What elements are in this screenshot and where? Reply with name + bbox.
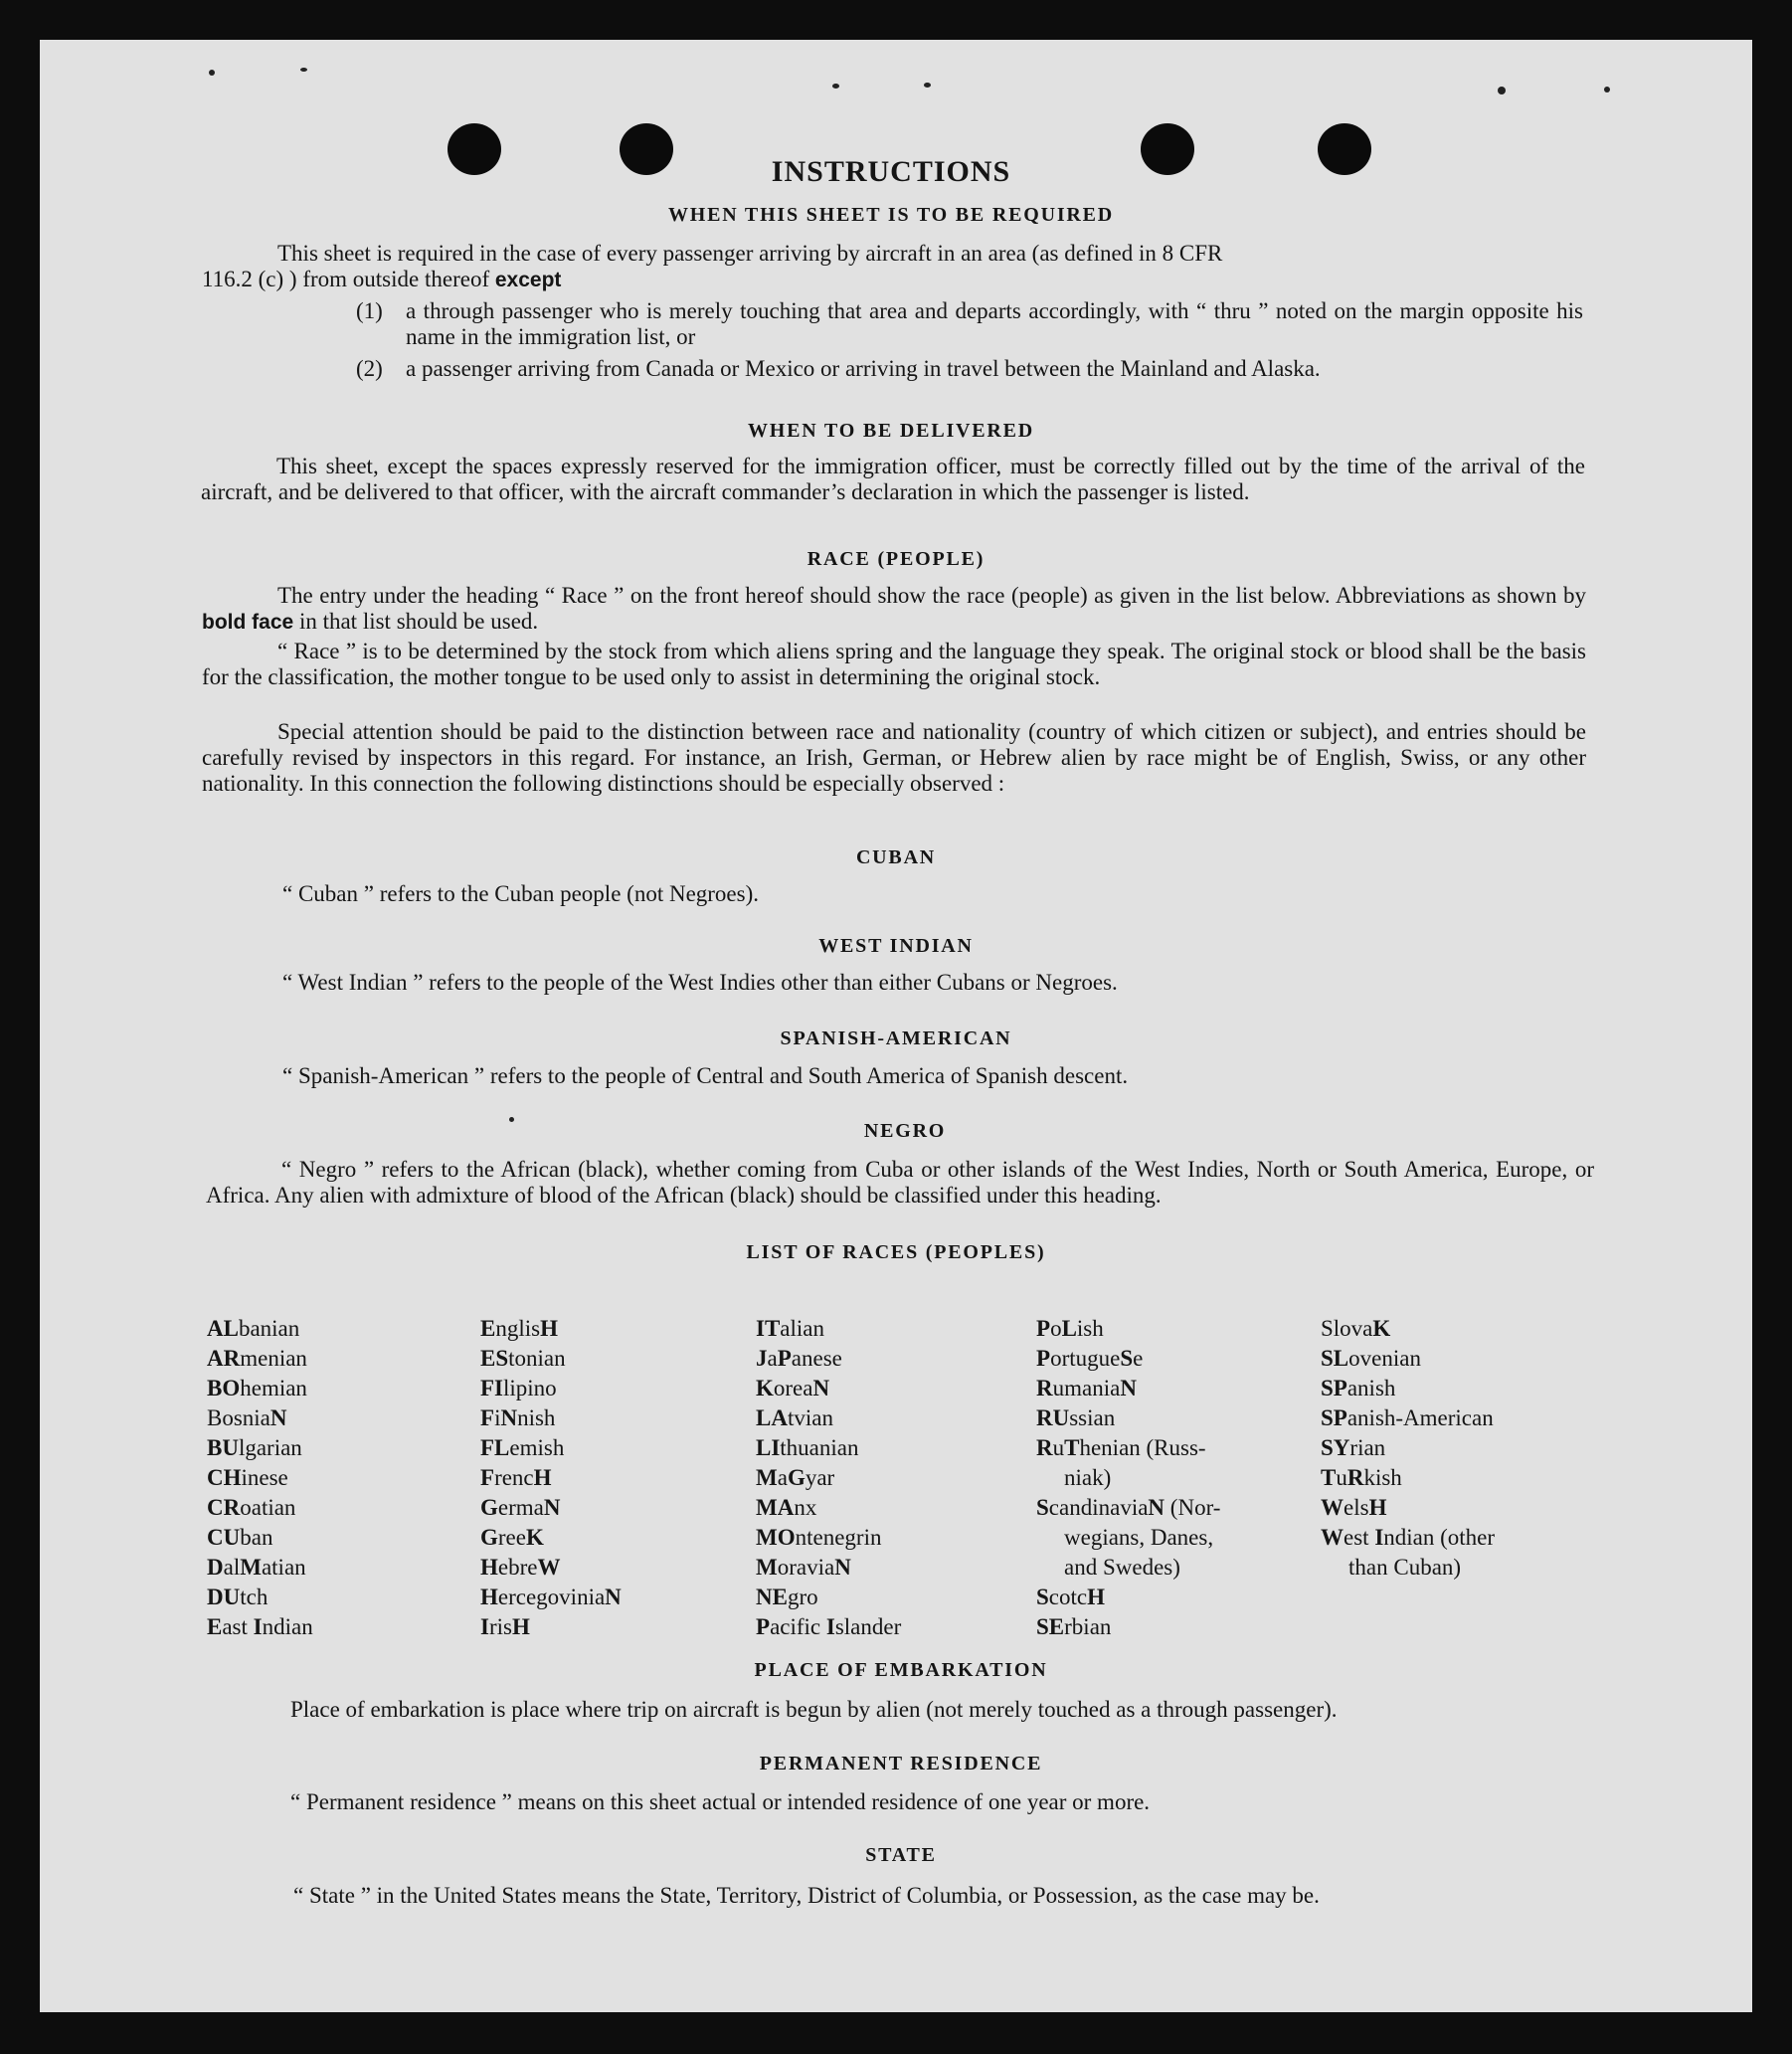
race-entry	[207, 1403, 313, 1433]
race-entry	[207, 1612, 313, 1642]
race-entry	[480, 1374, 622, 1403]
race-abbrev-letters: H	[511, 1614, 530, 1639]
race-text: wegians, Danes,	[1064, 1525, 1214, 1550]
race-abbrev-letters: T	[1321, 1465, 1337, 1490]
race-abbrev-letters: I	[253, 1614, 263, 1639]
race-abbrev-letters: L	[1061, 1316, 1077, 1341]
race-entry	[480, 1403, 622, 1433]
race-entry	[1321, 1553, 1495, 1583]
race-abbrev-letters: AL	[207, 1316, 239, 1341]
race-text: hemian	[240, 1376, 307, 1400]
race-entry	[1036, 1344, 1220, 1374]
race-text: slander	[834, 1614, 902, 1639]
heading-spanish-american: SPANISH-AMERICAN	[780, 1027, 1012, 1049]
race-abbrev-letters: I	[480, 1614, 489, 1639]
paper-speck	[832, 84, 839, 89]
race-entry	[1321, 1314, 1495, 1344]
race-paragraph-2: “ Race ” is to be determined by the stock from which aliens spring and the language they speak. The original stock or blood shall be the basis for the classification, the mother tongue to be used only to assist in determining the original stock.	[202, 639, 1586, 689]
race-abbrev-letters: E	[207, 1614, 223, 1639]
race-abbrev-letters: P	[777, 1346, 792, 1371]
required-intro-text: 116.2 (c) ) from outside thereof	[202, 267, 490, 291]
west-indian-text: “ West Indian ” refers to the people of the West Indies other than either Cubans or Negroes.	[282, 970, 1118, 995]
race-text: kish	[1363, 1465, 1402, 1490]
race-entry	[1321, 1463, 1495, 1493]
race-entry	[207, 1523, 313, 1553]
race-entry	[207, 1344, 313, 1374]
required-intro-line1: This sheet is required in the case of every passenger arriving by aircraft in an area (as defined in 8 CFR	[277, 241, 1223, 266]
race-abbrev-letters: S	[1036, 1495, 1049, 1520]
race-text: a	[777, 1465, 788, 1490]
race-text: ntenegrin	[795, 1525, 882, 1550]
race-abbrev-letters: SE	[1036, 1614, 1065, 1639]
required-intro-line2	[202, 267, 561, 293]
race-text: emish	[509, 1435, 565, 1460]
race-abbrev-letters: P	[756, 1614, 771, 1639]
race-text: u	[1052, 1435, 1065, 1460]
race-entry	[1036, 1374, 1220, 1403]
race-abbrev-letters: W	[1321, 1495, 1344, 1520]
race-abbrev-letters: H	[480, 1585, 498, 1609]
race-abbrev-letters: SP	[1321, 1376, 1347, 1400]
race-text: henian (Russ-	[1079, 1435, 1206, 1460]
race-entry	[1036, 1583, 1220, 1612]
race-abbrev-letters: LI	[756, 1435, 781, 1460]
race-abbrev-letters: T	[1064, 1435, 1080, 1460]
race-entry	[756, 1523, 901, 1553]
races-column-5	[1321, 1314, 1495, 1583]
race-entry	[207, 1433, 313, 1463]
race-abbrev-letters: IT	[756, 1316, 781, 1341]
race-abbrev-letters: K	[1372, 1316, 1391, 1341]
race-text: Slova	[1321, 1316, 1373, 1341]
race-abbrev-letters: N	[1148, 1495, 1165, 1520]
item-number: (2)	[356, 356, 383, 381]
race-abbrev-letters: BO	[207, 1376, 241, 1400]
race-text: ban	[240, 1525, 273, 1550]
race-entry	[756, 1344, 901, 1374]
race-abbrev-letters: W	[1321, 1525, 1344, 1550]
paper-speck	[1604, 87, 1610, 93]
race-abbrev-letters: H	[533, 1465, 552, 1490]
races-column-3	[756, 1314, 901, 1642]
race-text: anish	[1346, 1376, 1396, 1400]
race-text: umania	[1052, 1376, 1121, 1400]
race-entry	[1321, 1493, 1495, 1523]
heading-cuban: CUBAN	[855, 846, 937, 868]
race-entry	[207, 1463, 313, 1493]
race-abbrev-letters: G	[787, 1465, 806, 1490]
race-abbrev-letters: ES	[480, 1346, 509, 1371]
heading-race: RACE (PEOPLE)	[806, 548, 986, 570]
race-abbrev-letters: DU	[207, 1585, 241, 1609]
race-entry	[1036, 1523, 1220, 1553]
race-text: u	[1336, 1465, 1347, 1490]
race-text: est	[1344, 1525, 1375, 1550]
except-keyword: except	[494, 269, 562, 291]
paper-speck	[209, 70, 215, 76]
heading-when-delivered: WHEN TO BE DELIVERED	[747, 420, 1035, 442]
residence-text: “ Permanent residence ” means on this sheet actual or intended residence of one year or more.	[290, 1789, 1151, 1814]
race-abbrev-letters: CH	[207, 1465, 242, 1490]
race-entry	[1036, 1403, 1220, 1433]
race-text: ovenian	[1348, 1346, 1421, 1371]
race-abbrev-letters: S	[1120, 1346, 1134, 1371]
race-abbrev-letters: CR	[207, 1495, 241, 1520]
race-entry	[480, 1463, 622, 1493]
race-abbrev-letters: E	[480, 1316, 496, 1341]
race-abbrev-letters: FL	[480, 1435, 510, 1460]
race-text: els	[1344, 1495, 1369, 1520]
race-text: thuanian	[780, 1435, 859, 1460]
race-text: banian	[238, 1316, 300, 1341]
race-entry	[756, 1463, 901, 1493]
race-text: ast	[222, 1614, 254, 1639]
race-text: rian	[1349, 1435, 1386, 1460]
race-abbrev-letters: H	[480, 1555, 498, 1580]
bold-face-text: bold face	[202, 611, 294, 634]
races-column-1	[207, 1314, 313, 1642]
race-text: nish	[517, 1405, 556, 1430]
race-text: oatian	[240, 1495, 296, 1520]
race-abbrev-letters: I	[1374, 1525, 1384, 1550]
race-abbrev-letters: G	[480, 1525, 498, 1550]
race-abbrev-letters: F	[480, 1465, 495, 1490]
race-abbrev-letters: N	[834, 1555, 851, 1580]
race-text: niak)	[1064, 1465, 1112, 1490]
race-text: ssian	[1069, 1405, 1116, 1430]
race-entry	[1036, 1553, 1220, 1583]
race-text: ish	[1076, 1316, 1104, 1341]
race-abbrev-letters: W	[537, 1555, 561, 1580]
race-abbrev-letters: P	[1036, 1346, 1051, 1371]
race-abbrev-letters: N	[1120, 1376, 1137, 1400]
race-p1-text: The entry under the heading “ Race ” on the front hereof should show the race (people) as given in the list below. Abbreviations as shown by	[277, 583, 1586, 608]
race-abbrev-letters: F	[480, 1405, 495, 1430]
race-entry	[1321, 1344, 1495, 1374]
race-abbrev-letters: M	[240, 1555, 262, 1580]
race-entry	[756, 1553, 901, 1583]
race-abbrev-letters: SP	[1321, 1405, 1347, 1430]
race-text: ndian (other	[1383, 1525, 1496, 1550]
race-entry	[1036, 1463, 1220, 1493]
race-text: i	[494, 1405, 501, 1430]
heading-list-of-races: LIST OF RACES (PEOPLES)	[746, 1241, 1046, 1263]
item-text: a through passenger who is merely touching that area and departs accordingly, with “ thru ” noted on the margin opposite his name in the immigration list, or	[406, 298, 1583, 349]
race-text: inese	[241, 1465, 288, 1490]
race-abbrev-letters: NE	[756, 1585, 788, 1609]
race-text: tvian	[787, 1405, 833, 1430]
race-entry	[1036, 1433, 1220, 1463]
race-abbrev-letters: K	[756, 1376, 774, 1400]
race-text: and Swedes)	[1064, 1555, 1180, 1580]
race-paragraph-3: Special attention should be paid to the distinction between race and nationality (country of which citizen or subject), and entries should be carefully revised by inspectors in this regard. For instance, an Irish, German, or Hebrew alien by race might be of English, Swiss, or any other nationality. In this connection the following distinctions should be especially observed :	[202, 719, 1586, 796]
race-abbrev-letters: N	[605, 1585, 622, 1609]
race-text: ndian	[262, 1614, 313, 1639]
race-text: candinavia	[1048, 1495, 1149, 1520]
race-text: cotc	[1048, 1585, 1088, 1609]
race-text: e	[1133, 1346, 1144, 1371]
state-paragraph: “ State ” in the United States means the State, Territory, District of Columbia, or Possession, as the case may be.	[293, 1883, 1320, 1908]
race-text: anese	[791, 1346, 842, 1371]
race-text: nx	[794, 1495, 817, 1520]
race-abbrev-letters: SY	[1321, 1435, 1350, 1460]
race-text: nglis	[495, 1316, 541, 1341]
race-entry	[756, 1374, 901, 1403]
race-abbrev-letters: G	[480, 1495, 498, 1520]
race-abbrev-letters: MA	[756, 1495, 795, 1520]
race-text: lipino	[503, 1376, 557, 1400]
race-entry	[756, 1403, 901, 1433]
heading-negro: NEGRO	[863, 1120, 947, 1142]
race-text: yar	[805, 1465, 835, 1490]
race-text: alian	[780, 1316, 824, 1341]
race-abbrev-letters: N	[812, 1376, 830, 1400]
heading-when-required: WHEN THIS SHEET IS TO BE REQUIRED	[667, 204, 1115, 226]
race-abbrev-letters: D	[207, 1555, 224, 1580]
race-text: Bosnia	[207, 1405, 270, 1430]
race-text: lgarian	[238, 1435, 302, 1460]
race-entry	[756, 1583, 901, 1612]
race-abbrev-letters: H	[1087, 1585, 1105, 1609]
race-abbrev-letters: S	[1036, 1585, 1049, 1609]
race-text: ris	[488, 1614, 512, 1639]
race-abbrev-letters: R	[1036, 1376, 1053, 1400]
race-abbrev-letters: MO	[756, 1525, 796, 1550]
race-entry	[1321, 1433, 1495, 1463]
race-abbrev-letters: CU	[207, 1525, 241, 1550]
item-text: a passenger arriving from Canada or Mexico or arriving in travel between the Mainland and Alaska.	[406, 356, 1321, 381]
race-text: anish-American	[1346, 1405, 1494, 1430]
race-text: al	[223, 1555, 241, 1580]
race-entry	[756, 1314, 901, 1344]
heading-place-of-embarkation: PLACE OF EMBARKATION	[754, 1659, 1048, 1681]
race-entry	[1321, 1523, 1495, 1553]
race-entry	[480, 1344, 622, 1374]
item-number: (1)	[356, 298, 383, 323]
race-abbrev-letters: R	[1346, 1465, 1364, 1490]
race-abbrev-letters: LA	[756, 1405, 788, 1430]
race-abbrev-letters: H	[540, 1316, 558, 1341]
race-entry	[1036, 1493, 1220, 1523]
race-entry	[207, 1553, 313, 1583]
instruction-sheet	[40, 40, 1752, 2012]
race-abbrev-letters: M	[756, 1465, 778, 1490]
race-entry	[1036, 1612, 1220, 1642]
race-text: tonian	[508, 1346, 566, 1371]
race-entry	[480, 1493, 622, 1523]
race-entry	[1036, 1314, 1220, 1344]
race-paragraph-1	[202, 583, 1586, 636]
race-abbrev-letters: K	[525, 1525, 544, 1550]
race-entry	[480, 1553, 622, 1583]
race-abbrev-letters: FI	[480, 1376, 503, 1400]
race-abbrev-letters: I	[825, 1614, 835, 1639]
race-text: menian	[240, 1346, 307, 1371]
race-abbrev-letters: N	[269, 1405, 287, 1430]
paper-speck	[924, 83, 931, 88]
race-entry	[1321, 1403, 1495, 1433]
negro-paragraph: “ Negro ” refers to the African (black), whether coming from Cuba or other islands of the West Indies, North or South America, Europe, or Africa. Any alien with admixture of blood of the African (black) should be classified under this heading.	[206, 1157, 1594, 1208]
race-text: renc	[494, 1465, 534, 1490]
race-text: ercegovinia	[497, 1585, 606, 1609]
race-abbrev-letters: N	[500, 1405, 518, 1430]
race-text: orea	[773, 1376, 813, 1400]
embarkation-paragraph: Place of embarkation is place where trip on aircraft is begun by alien (not merely touched as a through passenger).	[290, 1697, 1338, 1722]
page-title: INSTRUCTIONS	[771, 155, 1011, 188]
paper-speck	[300, 68, 307, 72]
race-entry	[480, 1314, 622, 1344]
race-text: ebre	[497, 1555, 538, 1580]
spanish-american-text: “ Spanish-American ” refers to the people of Central and South America of Spanish descent.	[282, 1063, 1129, 1088]
race-entry	[756, 1433, 901, 1463]
race-text: erma	[497, 1495, 544, 1520]
race-entry	[207, 1583, 313, 1612]
race-abbrev-letters: J	[756, 1346, 768, 1371]
race-p1-text-end: in that list should be used.	[298, 609, 539, 634]
race-entry	[756, 1612, 901, 1642]
race-text: gro	[787, 1585, 818, 1609]
race-text: ree	[497, 1525, 526, 1550]
race-entry	[207, 1314, 313, 1344]
race-entry	[207, 1374, 313, 1403]
race-text: a	[767, 1346, 778, 1371]
cuban-text: “ Cuban ” refers to the Cuban people (not Negroes).	[282, 881, 760, 906]
race-entry	[480, 1583, 622, 1612]
race-text: than Cuban)	[1348, 1555, 1462, 1580]
race-entry	[480, 1433, 622, 1463]
race-abbrev-letters: M	[756, 1555, 778, 1580]
race-entry	[756, 1493, 901, 1523]
delivered-paragraph: This sheet, except the spaces expressly reserved for the immigration officer, must be correctly filled out by the time of the arrival of the aircraft, and be delivered to that officer, with the aircraft commander’s declaration in which the passenger is listed.	[201, 454, 1585, 504]
race-text: atian	[261, 1555, 306, 1580]
races-column-4	[1036, 1314, 1220, 1642]
race-abbrev-letters: R	[1036, 1435, 1053, 1460]
race-abbrev-letters: N	[543, 1495, 561, 1520]
race-text: ortugue	[1050, 1346, 1121, 1371]
race-entry	[480, 1612, 622, 1642]
race-text: acific	[770, 1614, 826, 1639]
race-abbrev-letters: RU	[1036, 1405, 1070, 1430]
paper-speck	[1498, 87, 1506, 94]
race-abbrev-letters: H	[1368, 1495, 1387, 1520]
race-text: oravia	[777, 1555, 835, 1580]
race-entry	[207, 1493, 313, 1523]
race-entry	[1321, 1374, 1495, 1403]
races-column-2	[480, 1314, 622, 1642]
race-text: o	[1050, 1316, 1062, 1341]
race-entry	[480, 1523, 622, 1553]
heading-state: STATE	[865, 1844, 937, 1866]
race-text: tch	[240, 1585, 269, 1609]
heading-west-indian: WEST INDIAN	[818, 935, 974, 957]
race-abbrev-letters: P	[1036, 1316, 1051, 1341]
race-text: (Nor-	[1165, 1495, 1221, 1520]
heading-permanent-residence: PERMANENT RESIDENCE	[759, 1753, 1043, 1774]
race-text: rbian	[1064, 1614, 1112, 1639]
race-abbrev-letters: SL	[1321, 1346, 1349, 1371]
race-abbrev-letters: BU	[207, 1435, 239, 1460]
race-abbrev-letters: AR	[207, 1346, 241, 1371]
